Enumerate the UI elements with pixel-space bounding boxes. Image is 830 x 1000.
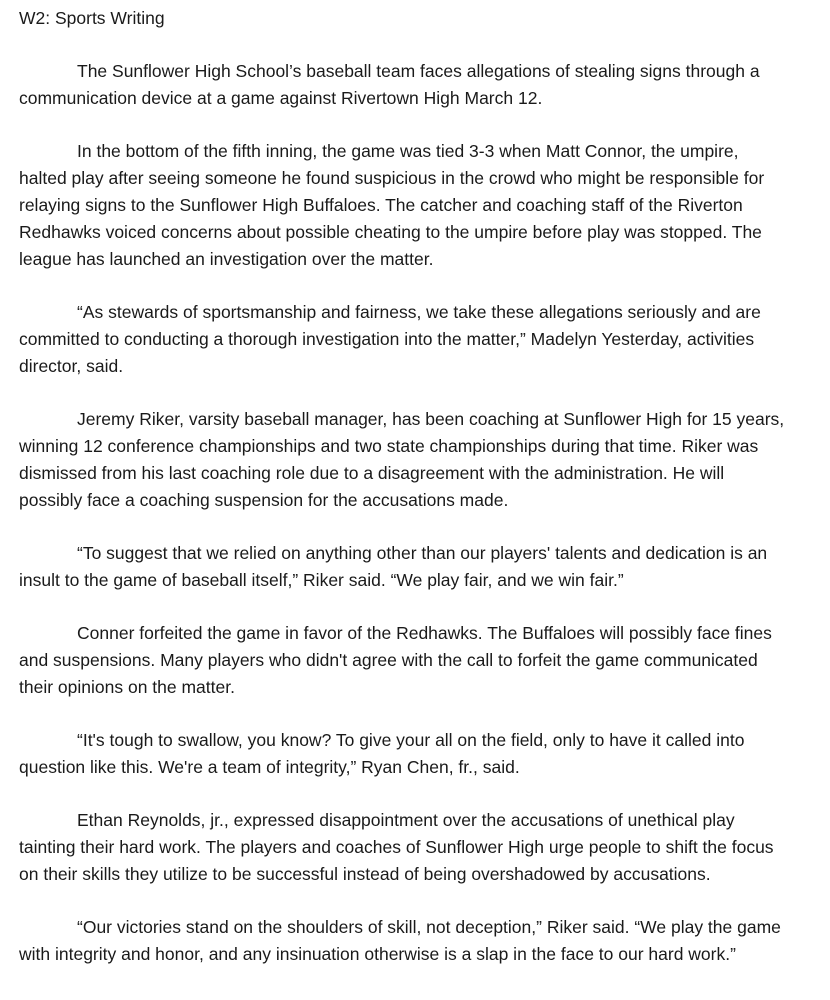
paragraph-7: “It's tough to swallow, you know? To give your all on the field, only to have it called into question like this. We're a team of integrity,” Ryan Chen, fr., said.: [19, 730, 745, 777]
paragraph-2: In the bottom of the fifth inning, the game was tied 3-3 when Matt Connor, the umpire, halted play after seeing someone he found suspicious in the crowd who might be responsible for relaying signs to the Sunflower High Buffaloes. The catcher and coaching staff of the Riverton Redhawks voiced concerns about possible cheating to the umpire before play was stopped. The league has launched an investigation over the matter.: [19, 141, 765, 269]
document-page: [19, 0, 791, 968]
paragraph-6: Conner forfeited the game in favor of the Redhawks. The Buffaloes will possibly face fines and suspensions. Many players who didn't agree with the call to forfeit the game communicated their opinions on the matter.: [19, 623, 772, 697]
paragraph-1: The Sunflower High School’s baseball team faces allegations of stealing signs through a communication device at a game against Rivertown High March 12.: [19, 61, 760, 108]
paragraph-5: “To suggest that we relied on anything other than our players' talents and dedication is an insult to the game of baseball itself,” Riker said. “We play fair, and we win fair.”: [19, 543, 768, 590]
paragraph-3: “As stewards of sportsmanship and fairness, we take these allegations seriously and are committed to conducting a thorough investigation into the matter,” Madelyn Yesterday, activities director, said.: [19, 302, 761, 376]
document-title: W2: Sports Writing: [19, 8, 165, 28]
paragraph-8: Ethan Reynolds, jr., expressed disappointment over the accusations of unethical play tainting their hard work. The players and coaches of Sunflower High urge people to shift the focus on their skills they utilize to be successful instead of being overshadowed by accusations.: [19, 810, 774, 884]
paragraph-4: Jeremy Riker, varsity baseball manager, has been coaching at Sunflower High for 15 years, winning 12 conference championships and two state championships during that time. Riker was dismissed from his last coaching role due to a disagreement with the administration. He will possibly face a coaching suspension for the accusations made.: [19, 409, 785, 510]
paragraph-9: “Our victories stand on the shoulders of skill, not deception,” Riker said. “We play the game with integrity and honor, and any insinuation otherwise is a slap in the face to our hard work.”: [19, 917, 781, 964]
